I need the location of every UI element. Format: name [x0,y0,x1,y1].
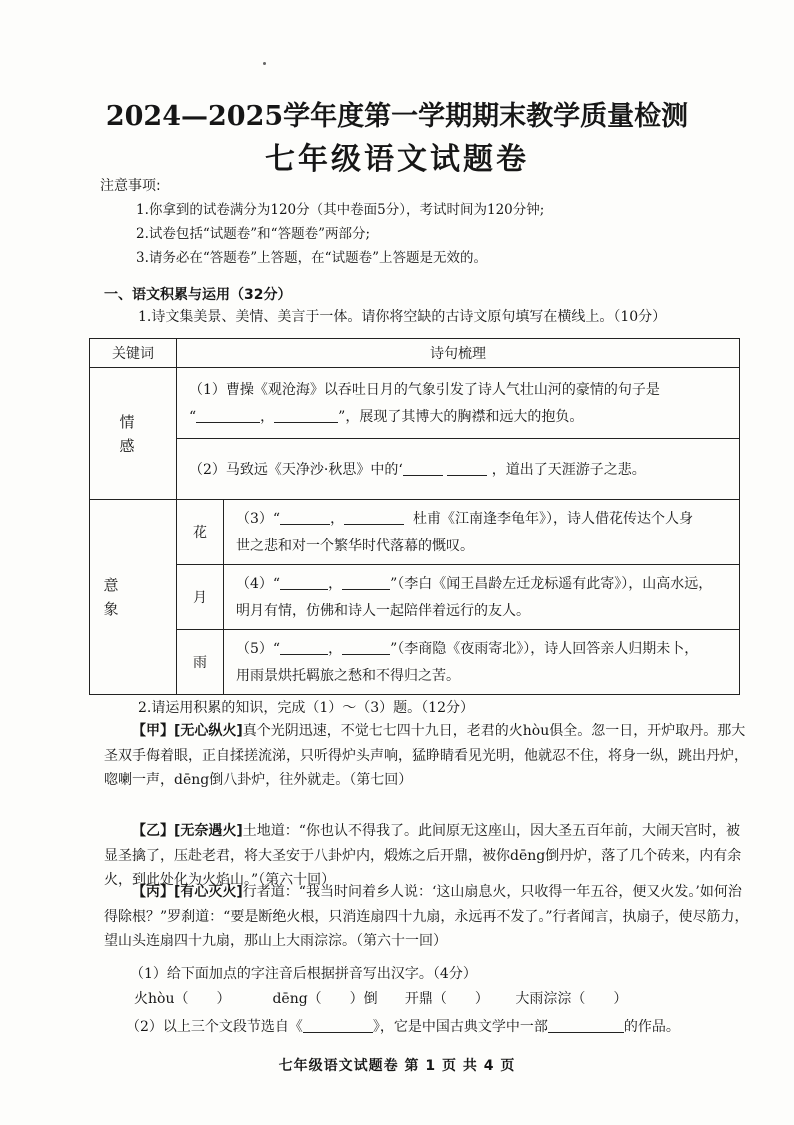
question-1-prompt: 1.诗文集美景、美情、美言于一体。请你将空缺的古诗文原句填写在横线上。（10分） [138,309,667,325]
answer-blank[interactable] [403,459,443,476]
pinyin-item[interactable]: 开鼎（ ） [404,991,489,1007]
passage-tag: 【甲】[无心纵火] [132,723,243,739]
keyword-emotion: 情感 [90,368,177,500]
keyword-imagery: 意象 [90,500,177,695]
page-footer: 七年级语文试题卷 第 1 页 共 4 页 [278,1058,516,1074]
scan-speck [263,62,266,65]
row-5: （5）“ ， ”（李商隐《夜雨寄北》），诗人回答亲人归期未卜， 用雨景烘托羁旅之愁和不得归之苦。 [224,630,740,695]
answer-blank[interactable] [548,1016,624,1033]
pinyin-item[interactable]: 大雨淙淙（ ） [515,991,628,1007]
passage-tag: 【乙】[无奈遇火] [132,823,243,839]
subquestion-2: （2）以上三个文段节选自《 》，它是中国古典文学中一部 的作品。 [126,1016,680,1036]
poem-table [89,338,740,695]
answer-blank[interactable] [447,459,487,476]
notice-item: 1.你拿到的试卷满分为120分（其中卷面5分），考试时间为120分钟; [136,202,545,218]
subquestion-1: （1）给下面加点的字注音后根据拼音写出汉字。（4分） [130,966,477,982]
pinyin-item[interactable]: dēng（ ）倒 [272,991,378,1007]
answer-blank[interactable] [196,406,260,423]
row-3: （3）“ ， 杜甫《江南逢李龟年》），诗人借花传达个人身 世之悲和对一个繁华时代落幕的慨叹。 [224,500,740,565]
subkeyword-rain: 雨 [177,630,224,695]
notice-item: 2.试卷包括“试题卷”和“答题卷”两部分; [136,226,371,242]
subkeyword-flower: 花 [177,500,224,565]
section-heading: 一、语文积累与运用（32分） [104,287,292,303]
question-2-prompt: 2.请运用积累的知识，完成（1）～（3）题。（12分） [138,700,474,716]
passage-yi: 【乙】[无奈遇火]土地道：“你也认不得我了。此间原无这座山，因大圣五百年前，大闹天宫时，被显圣擒了，压赴老君，将大圣安于八卦炉内，煅炼之后开鼎，被你dēng倒丹炉，落了几个砖来，内有余火，到此处化为火焰山。”（第六十回） [104,823,742,888]
exam-subtitle: 七年级语文试题卷 [265,142,529,177]
notice-block [100,174,544,270]
answer-blank[interactable] [344,508,404,525]
passage-tag: 【丙】[有心灭火] [132,884,243,900]
header-poem: 诗句梳理 [177,339,740,368]
answer-blank[interactable] [342,573,390,590]
answer-blank[interactable] [274,406,338,423]
row-2: （2）马致远《天净沙·秋思》中的‘ ，道出了天涯游子之悲。 [177,439,740,500]
pinyin-item[interactable]: 火hòu（ ） [134,991,231,1007]
answer-blank[interactable] [342,638,390,655]
answer-blank[interactable] [280,573,328,590]
passage-jia: 【甲】[无心纵火]真个光阴迅速，不觉七七四十九日，老君的火hòu俱全。忽一日，开炉取丹。那大圣双手侮着眼，正自揉搓流涕，只听得炉头声响，猛睁睛看见光明，他就忍不住，将身一纵，跳出丹炉，唿喇一声，dēng倒八卦炉，往外就走。（第七回） [104,723,748,788]
notice-item: 3.请务必在“答题卷”上答题，在“试题卷”上答题是无效的。 [136,250,487,266]
pinyin-row [134,988,627,1008]
answer-blank[interactable] [303,1016,373,1033]
exam-title: 2024—2025学年度第一学期期末教学质量检测 [105,101,689,132]
passage-bing: 【丙】[有心灭火]行者道：“我当时问着乡人说：‘这山扇息火，只收得一年五谷，便又火发。’如何治得除根？”罗刹道：“要是断绝火根，只消连扇四十九扇，永远再不发了。”行者闻言，执扇子，使尽筋力，望山头连扇四十九扇，那山上大雨淙淙。（第六十一回） [104,884,749,949]
header-keyword: 关键词 [90,339,177,368]
notice-heading: 注意事项: [100,178,161,194]
answer-blank[interactable] [280,638,328,655]
subkeyword-moon: 月 [177,565,224,630]
row-1: （1）曹操《观沧海》以吞吐日月的气象引发了诗人气壮山河的豪情的句子是 “ ， ”，展现了其博大的胸襟和远大的抱负。 [177,368,740,439]
answer-blank[interactable] [280,508,330,525]
row-4: （4）“ ， ”（李白《闻王昌龄左迁龙标遥有此寄》），山高水远， 明月有情，仿佛和诗人一起陪伴着远行的友人。 [224,565,740,630]
